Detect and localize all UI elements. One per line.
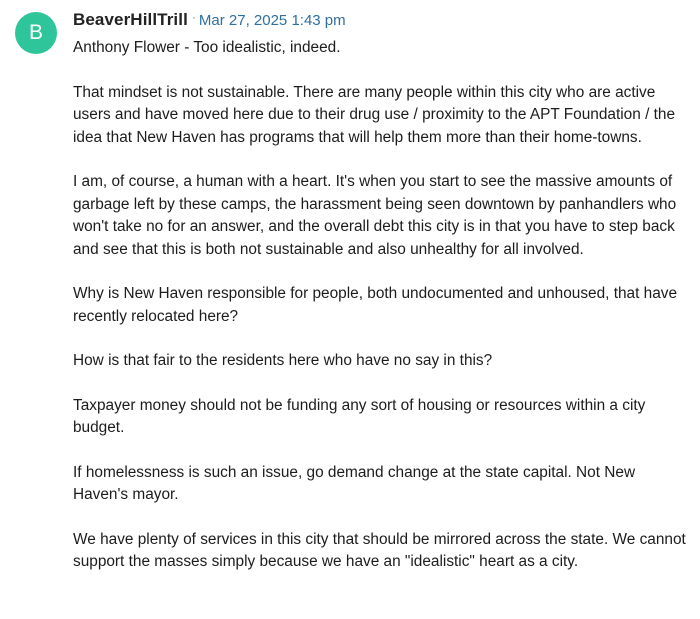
comment-paragraph: Taxpayer money should not be funding any sort of housing or resources within a city budget.	[73, 396, 646, 436]
comment-paragraph: Anthony Flower - Too idealistic, indeed.	[73, 39, 341, 56]
avatar[interactable]: B	[15, 12, 57, 54]
comment-timestamp[interactable]: Mar 27, 2025 1:43 pm	[198, 12, 346, 29]
comment-paragraph: That mindset is not sustainable. There are many people within this city who are active users and have moved here due to their drug use / proximity to the APT Foundation / the idea that New Haven has programs that will help them more than their home-towns.	[73, 83, 676, 146]
separator-dot: ·	[191, 10, 196, 24]
comment-paragraph: We have plenty of services in this city that should be mirrored across the state. We cannot support the masses simply because we have an "idealistic" heart as a city.	[73, 530, 686, 570]
author-name[interactable]: BeaverHillTrill	[73, 10, 188, 29]
comment-header	[73, 10, 346, 32]
comment-paragraph: I am, of course, a human with a heart. It's when you start to see the massive amounts of garbage left by these camps, the harassment being seen downtown by panhandlers who won't take no for an answer, and the overall debt this city is in that you have to step back and see that this is both not sustainable and also unhealthy for all involved.	[73, 173, 677, 258]
comment-paragraph: Why is New Haven responsible for people, both undocumented and unhoused, that have recently relocated here?	[73, 285, 678, 325]
comment-paragraph: How is that fair to the residents here who have no say in this?	[73, 352, 493, 369]
comment-paragraph: If homelessness is such an issue, go demand change at the state capital. Not New Haven's mayor.	[73, 463, 636, 503]
comment-body	[73, 37, 688, 596]
